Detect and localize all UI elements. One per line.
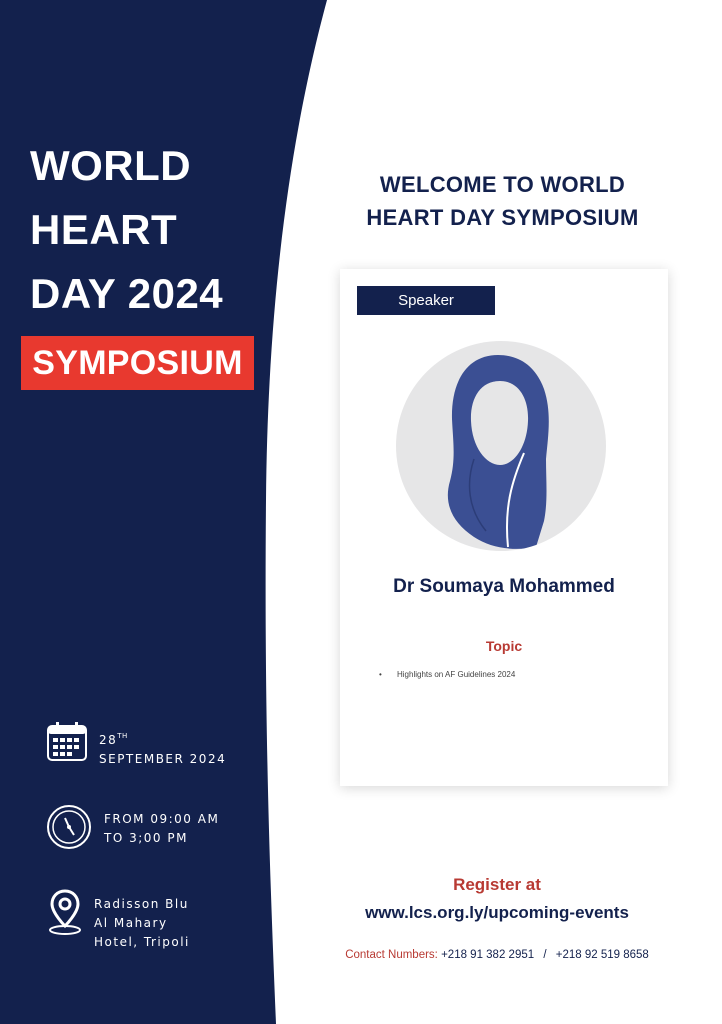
symposium-badge: SYMPOSIUM bbox=[21, 336, 254, 390]
bullet-icon: • bbox=[379, 670, 382, 679]
title-line-3: DAY 2024 bbox=[30, 270, 224, 317]
title-line-2: HEART bbox=[30, 206, 178, 253]
welcome-line-1: WELCOME TO WORLD bbox=[379, 172, 626, 197]
calendar-icon bbox=[46, 722, 88, 767]
welcome-line-2: HEART DAY SYMPOSIUM bbox=[366, 205, 639, 230]
title-line-1: WORLD bbox=[30, 142, 192, 189]
hijab-avatar-icon bbox=[396, 341, 606, 551]
date-day: 28 bbox=[99, 733, 118, 747]
phone-number-1[interactable]: +218 91 382 2951 bbox=[441, 949, 535, 961]
location-pin-icon bbox=[47, 888, 83, 941]
time-line-2: TO 3;00 PM bbox=[104, 831, 188, 845]
date-day-suffix: TH bbox=[117, 732, 128, 740]
topic-label: Topic bbox=[485, 638, 523, 654]
event-time bbox=[104, 810, 219, 848]
time-line-1: FROM 09:00 AM bbox=[104, 812, 220, 826]
topic-list-item bbox=[380, 670, 515, 679]
phone-separator: / bbox=[543, 949, 547, 961]
speaker-tag: Speaker bbox=[357, 286, 495, 315]
speaker-name: Dr Soumaya Mohammed bbox=[393, 576, 615, 597]
welcome-heading bbox=[340, 168, 665, 234]
registration-link[interactable]: www.lcs.org.ly/upcoming-events bbox=[365, 903, 629, 922]
date-month-year: SEPTEMBER 2024 bbox=[99, 752, 227, 766]
location-line-2: Al Mahary bbox=[94, 916, 168, 930]
event-location bbox=[94, 895, 190, 952]
phone-number-2[interactable]: +218 92 519 8658 bbox=[555, 949, 649, 961]
register-label: Register at bbox=[453, 875, 541, 894]
topic-text: Highlights on AF Guidelines 2024 bbox=[397, 670, 516, 679]
contact-numbers bbox=[320, 949, 674, 961]
contact-label: Contact Numbers: bbox=[345, 949, 438, 961]
event-date bbox=[99, 727, 226, 769]
location-line-3: Hotel, Tripoli bbox=[94, 935, 190, 949]
clock-icon bbox=[46, 804, 92, 855]
speaker-card bbox=[340, 269, 668, 786]
location-line-1: Radisson Blu bbox=[94, 897, 189, 911]
